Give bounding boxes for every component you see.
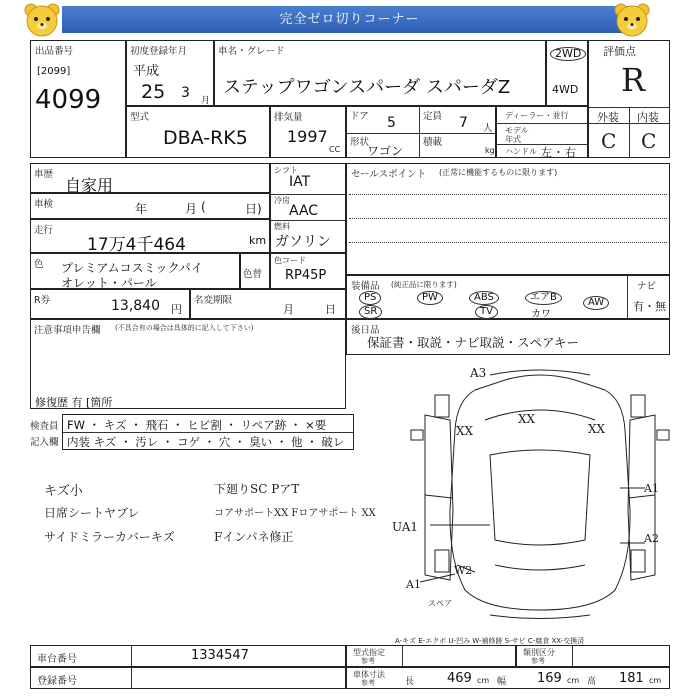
accessories-label: 後日品 (351, 325, 380, 336)
registration-year: 25 (141, 81, 166, 103)
inspector-label1: 検査員 (30, 421, 59, 432)
rating-ext: C (601, 129, 617, 153)
capacity-label: 定員 (423, 111, 443, 122)
mileage-label: 走行 (34, 225, 54, 236)
handwritten-left-notes (44, 480, 214, 560)
dims-height: 181 (619, 671, 644, 686)
equipment-aw: AW (583, 296, 609, 310)
inspection-year: 年 (135, 202, 148, 216)
dims-length-label: 長 (405, 677, 415, 687)
ac-label: 冷房 (274, 196, 290, 205)
equipment-pw: PW (417, 291, 443, 305)
rating-ext-label: 外装 (597, 111, 619, 124)
equipment-navi-value: 有・無 (633, 300, 666, 313)
color-change-label: 色替 (243, 269, 263, 280)
drive-box (546, 40, 588, 106)
mileage-unit: km (249, 234, 267, 247)
mark-a3: A3 (470, 366, 487, 380)
handwritten-right-2: コアサポートXX Fロアサポート XX (214, 508, 376, 519)
reg-number-box (30, 667, 346, 689)
inspection-open: ( (201, 200, 206, 214)
inspection-month: 月 (185, 202, 198, 216)
notes-label: 注意事項申告欄 (34, 325, 101, 336)
dims-height-unit: cm (649, 676, 662, 685)
recycle-box (30, 289, 190, 319)
notes-hint: (不具合有の場合は具体的に記入して下さい) (115, 324, 254, 332)
equipment-abs: ABS (469, 291, 499, 305)
displacement-unit: CC (329, 145, 341, 154)
recycle-unit: 円 (171, 303, 182, 316)
color-box (30, 253, 240, 289)
rating-int-label: 内装 (637, 111, 659, 124)
handle-right: 右 (565, 146, 576, 159)
damage-legend: A-キズ E-エクボ U-凹み W-補修跡 S-サビ C-腐食 XX-交換済 (395, 637, 585, 645)
handwritten-right-3: Fインパネ修正 (214, 530, 294, 544)
drive-4wd: 4WD (552, 83, 579, 96)
designation-label: 型式指定 (353, 648, 385, 657)
equipment-label: 装備品 (351, 281, 380, 292)
recycle-label: R券 (34, 295, 51, 306)
title-deadline-day: 日 (325, 303, 336, 316)
handwritten-right-notes (214, 480, 374, 560)
handwritten-right-1: 下廻りSC PアT (214, 482, 300, 496)
mark-ua1: UA1 (392, 520, 419, 534)
shift-value: IAT (289, 174, 311, 190)
handwritten-left-2: 日席シートヤブレ (44, 506, 140, 520)
dims-length: 469 (447, 671, 472, 686)
reg-number-label: 登録番号 (37, 676, 77, 687)
notes-repair: 修復歴 有 [箇所 (35, 396, 113, 409)
mileage-box (30, 219, 270, 253)
sales-point-label: セールスポイント (351, 169, 427, 180)
displacement-box (270, 106, 346, 158)
history-box (30, 163, 270, 193)
ac-value: AAC (289, 203, 319, 219)
color-label: 色 (34, 259, 44, 270)
sales-point-box (346, 163, 670, 275)
load-label: 積載 (423, 137, 443, 148)
fuel-label: 燃料 (274, 222, 290, 231)
dims-label1: 車体寸法 (353, 670, 385, 679)
shift-label: シフト (274, 166, 298, 175)
title-deadline-box (190, 289, 346, 319)
equipment-box (346, 275, 670, 319)
drive-2wd: 2WD (550, 47, 586, 61)
designation-box (346, 645, 516, 667)
handle-left: 左 (541, 146, 552, 159)
shape-label: 形状 (350, 137, 370, 148)
shift-ac-fuel-box (270, 163, 346, 253)
mark-xx-left: XX (456, 424, 474, 438)
equipment-leather: カワ (531, 309, 551, 320)
model-value: DBA-RK5 (163, 127, 248, 149)
sales-point-note: (正常に機能するものに限ります) (439, 168, 558, 177)
doors-label: ドア (350, 111, 369, 122)
registration-era: 平成 (133, 64, 160, 79)
registration-label: 初度登録年月 (130, 46, 188, 57)
history-value: 自家用 (65, 176, 114, 195)
equipment-ps: PS (359, 291, 381, 305)
category-box (516, 645, 670, 667)
model-box (126, 106, 270, 158)
notes-box (30, 319, 346, 409)
lot-code: [2099] (37, 66, 71, 77)
equipment-navi-label: ナビ (637, 281, 657, 292)
inspection-box (30, 193, 270, 219)
handwritten-left-1: キズ小 (44, 484, 83, 499)
dims-width-unit: cm (567, 676, 580, 685)
dims-box (346, 667, 670, 689)
registration-month-unit: 月 (201, 96, 211, 106)
color-code-value: RP45P (285, 268, 327, 283)
color-code-box (270, 253, 346, 289)
equipment-sr: SR (359, 305, 382, 319)
equipment-tv: TV (475, 305, 498, 319)
dims-length-unit: cm (477, 676, 490, 685)
mark-spare: スペア (428, 599, 452, 608)
displacement-value: 1997 (287, 127, 328, 146)
chassis-box (30, 645, 346, 667)
car-damage-diagram (395, 360, 685, 620)
inspector-row2: 内装 キズ ・ 汚レ ・ コゲ ・ 穴 ・ 臭い ・ 他 ・ 破レ (67, 435, 345, 449)
mark-a1-right: A1 (644, 482, 659, 495)
mark-a2: A2 (644, 532, 659, 545)
capacity-value: 7 (459, 115, 468, 131)
equipment-note: (純正品に限ります) (391, 280, 457, 289)
model-year-label2: 年式 (505, 135, 521, 144)
mark-xx-center: XX (518, 412, 536, 426)
car-name-value: ステップワゴンスパーダ スパーダZ (223, 77, 511, 98)
accessories-value: 保証書・取説・ナビ取説・スペアキー (367, 335, 580, 350)
car-name-label: 車名・グレード (218, 46, 285, 57)
doors-shape-box (346, 106, 496, 158)
shape-value: ワゴン (367, 144, 404, 158)
mileage-value: 17万4千464 (87, 235, 186, 255)
mark-w2: W2 (454, 564, 473, 577)
color-value2: オレット・パール (61, 276, 157, 290)
capacity-unit: 人 (483, 123, 493, 134)
inspector-row1: FW ・ キズ ・ 飛石 ・ ヒビ割 ・ リペア跡 ・ ×要 (67, 418, 327, 432)
fuel-value: ガソリン (275, 234, 331, 250)
handle-sep: ・ (553, 146, 564, 159)
chassis-label: 車台番号 (37, 654, 77, 665)
mark-xx-right: XX (588, 422, 606, 436)
dims-height-label: 高 (587, 677, 597, 687)
designation-sub: 参考 (361, 657, 375, 665)
category-label: 類別区分 (523, 648, 555, 657)
handwritten-left-3: サイドミラーカバーキズ (44, 530, 175, 544)
recycle-value: 13,840 (111, 298, 160, 314)
chassis-value: 1334547 (191, 648, 249, 663)
lot-label: 出品番号 (35, 46, 74, 57)
inspection-day: 日) (245, 202, 262, 216)
color-code-label: 色コード (274, 256, 306, 265)
lot-box (30, 40, 126, 158)
mark-a1-bottom: A1 (406, 578, 421, 591)
inspector-rows (62, 414, 354, 450)
inspection-label: 車検 (34, 199, 54, 210)
rating-label: 評価点 (603, 45, 636, 58)
doors-value: 5 (387, 115, 396, 131)
dims-width-label: 幅 (497, 677, 507, 687)
rating-box (588, 40, 670, 158)
rating-value: R (621, 61, 646, 99)
model-label: 型式 (130, 112, 150, 123)
registration-month: 3 (181, 85, 190, 101)
dealer-box (496, 106, 588, 158)
handle-label: ハンドル (505, 147, 537, 156)
dims-width: 169 (537, 671, 562, 686)
dims-label2: 参考 (361, 679, 375, 687)
load-unit: kg (485, 146, 495, 155)
lot-number: 4099 (35, 85, 102, 115)
inspector-section (30, 414, 355, 454)
registration-box (126, 40, 214, 106)
mascot-bear-left-icon (22, 2, 62, 38)
category-sub: 参考 (531, 657, 545, 665)
dealer-label: ディーラー・並行 (505, 111, 569, 120)
inspector-label2: 記入欄 (30, 437, 59, 448)
mascot-bear-right-icon (612, 2, 652, 38)
header-title: 完全ゼロ切りコーナー (62, 6, 637, 33)
title-deadline-month: 月 (283, 303, 294, 316)
history-label: 車歴 (34, 169, 54, 180)
color-value1: プレミアムコスミックパイ (61, 261, 203, 275)
car-name-box (214, 40, 546, 106)
equipment-airbag: エアB (525, 291, 562, 305)
color-change-box (240, 253, 270, 289)
displacement-label: 排気量 (274, 112, 303, 123)
accessories-box (346, 319, 670, 355)
title-deadline-label: 名変期限 (194, 295, 233, 306)
rating-int: C (641, 129, 657, 153)
model-year-label1: モデル (505, 126, 529, 135)
